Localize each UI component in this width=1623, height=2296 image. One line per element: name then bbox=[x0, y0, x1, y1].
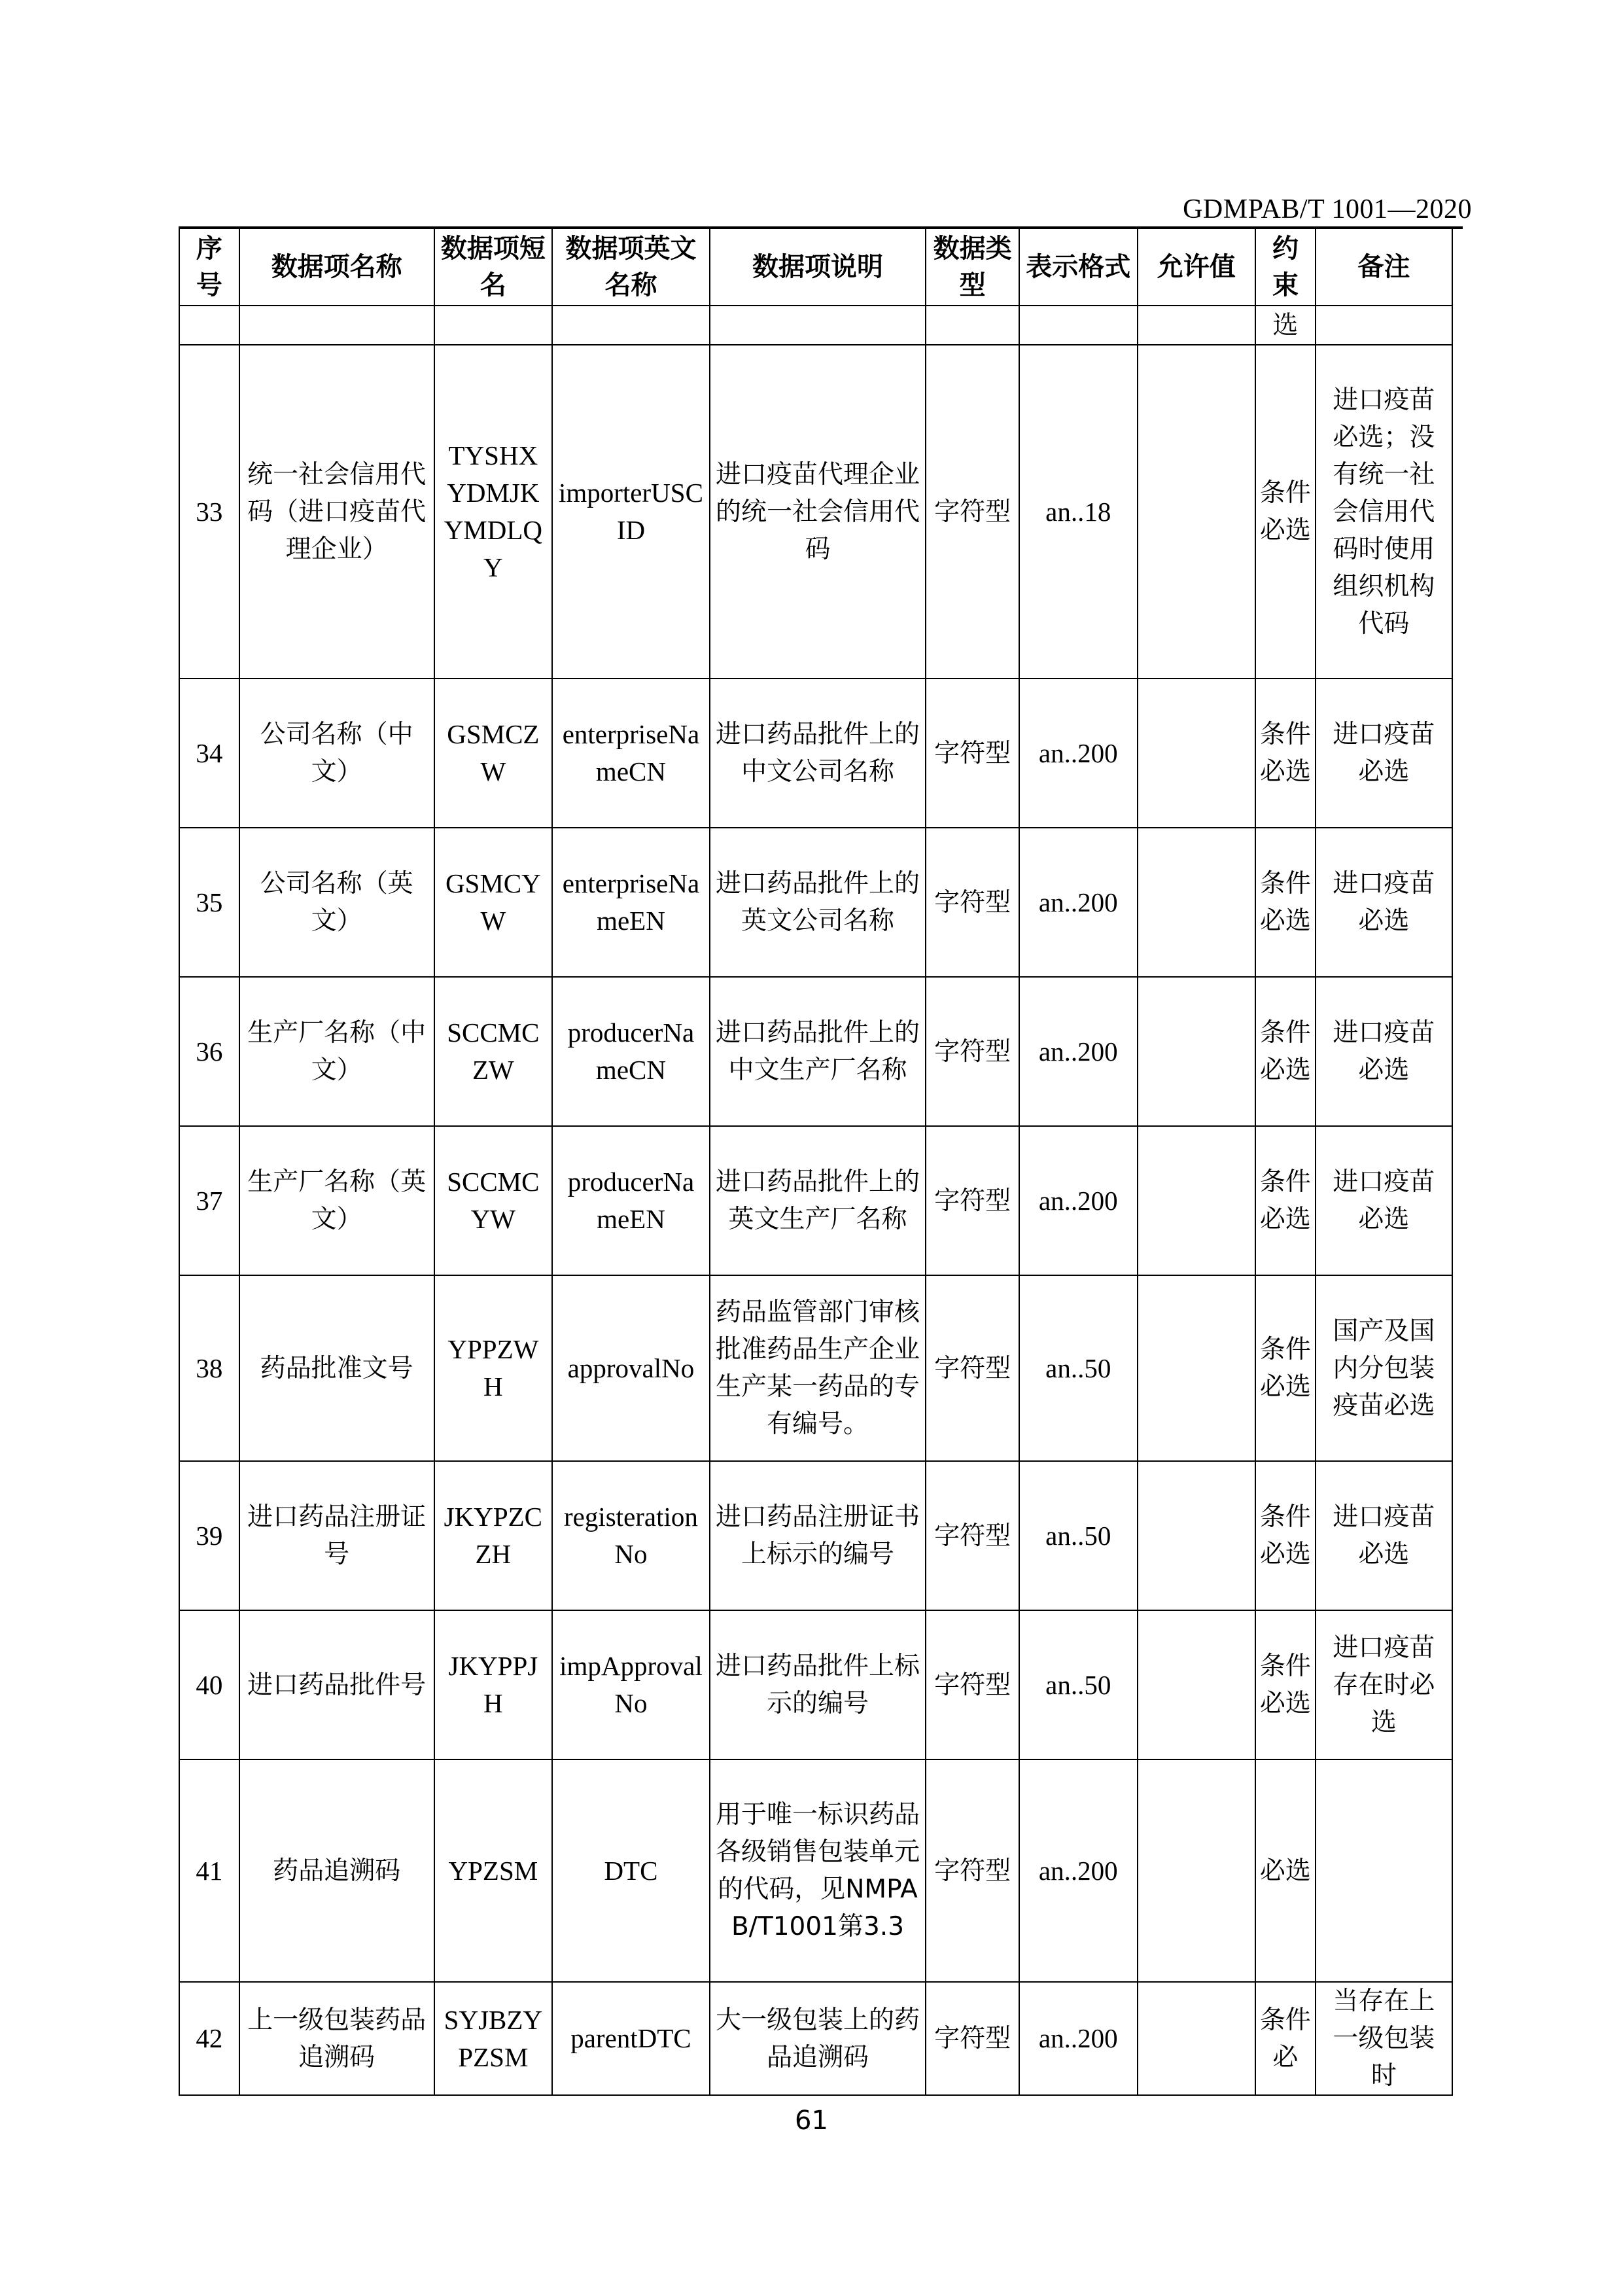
header-data-type: 数据类型 bbox=[926, 228, 1019, 306]
header-constraint: 约束 bbox=[1255, 228, 1316, 306]
cell-seq: 35 bbox=[179, 828, 239, 977]
cell-english-name: registerationNo bbox=[552, 1461, 710, 1610]
cell-short-name: TYSHXYDMJKYMDLQY bbox=[434, 345, 553, 679]
cell-format: an..200 bbox=[1019, 1759, 1138, 1982]
cell-allowed-values bbox=[1138, 828, 1256, 977]
cell-data-type: 字符型 bbox=[926, 828, 1019, 977]
header-allowed-values: 允许值 bbox=[1138, 228, 1256, 306]
standard-code: GDMPAB/T 1001—2020 bbox=[1183, 194, 1472, 224]
cell-allowed-values bbox=[1138, 1982, 1256, 2095]
cell-seq: 42 bbox=[179, 1982, 239, 2095]
cell-allowed-values bbox=[1138, 1126, 1256, 1275]
cell-remarks: 进口疫苗必选 bbox=[1316, 977, 1452, 1126]
cell bbox=[552, 306, 710, 345]
cell-short-name: GSMCYW bbox=[434, 828, 553, 977]
cell-english-name: producerNameCN bbox=[552, 977, 710, 1126]
page-number: 61 bbox=[795, 2106, 828, 2136]
table-row bbox=[179, 977, 1452, 1126]
cell-short-name: GSMCZW bbox=[434, 679, 553, 828]
header-english-name: 数据项英文名称 bbox=[552, 228, 710, 306]
cell-data-type: 字符型 bbox=[926, 1759, 1019, 1982]
cell-format: an..200 bbox=[1019, 977, 1138, 1126]
cell-english-name: impApprovalNo bbox=[552, 1610, 710, 1759]
cell-short-name: JKYPPJH bbox=[434, 1610, 553, 1759]
cell-short-name: SCCMCZW bbox=[434, 977, 553, 1126]
cell-short-name: YPZSM bbox=[434, 1759, 553, 1982]
cell-seq: 41 bbox=[179, 1759, 239, 1982]
cell-allowed-values bbox=[1138, 1461, 1256, 1610]
cell-constraint: 条件必选 bbox=[1255, 1461, 1316, 1610]
cell-format: an..18 bbox=[1019, 345, 1138, 679]
cell-description: 进口疫苗代理企业的统一社会信用代码 bbox=[710, 345, 926, 679]
header-remarks: 备注 bbox=[1316, 228, 1452, 306]
cell-remarks: 进口疫苗必选 bbox=[1316, 1126, 1452, 1275]
cell-short-name: SCCMCYW bbox=[434, 1126, 553, 1275]
cell-data-type: 字符型 bbox=[926, 1982, 1019, 2095]
cell-allowed-values bbox=[1138, 977, 1256, 1126]
cell-description: 进口药品批件上的中文公司名称 bbox=[710, 679, 926, 828]
cell-data-type: 字符型 bbox=[926, 1126, 1019, 1275]
header-description: 数据项说明 bbox=[710, 228, 926, 306]
cell-data-type: 字符型 bbox=[926, 977, 1019, 1126]
table-row bbox=[179, 1461, 1452, 1610]
cell-remarks: 进口疫苗必选 bbox=[1316, 1461, 1452, 1610]
cell-english-name: parentDTC bbox=[552, 1982, 710, 2095]
cell-item-name: 进口药品注册证号 bbox=[239, 1461, 434, 1610]
cell-description: 用于唯一标识药品各级销售包装单元的代码，见NMPAB/T1001第3.3 bbox=[710, 1759, 926, 1982]
cell-seq: 40 bbox=[179, 1610, 239, 1759]
cell-item-name: 生产厂名称（中文） bbox=[239, 977, 434, 1126]
cell-short-name: SYJBZYPZSM bbox=[434, 1982, 553, 2095]
header-item-name: 数据项名称 bbox=[239, 228, 434, 306]
cell-data-type: 字符型 bbox=[926, 1461, 1019, 1610]
cell bbox=[239, 306, 434, 345]
table-row bbox=[179, 1275, 1452, 1461]
cell-constraint: 条件必选 bbox=[1255, 828, 1316, 977]
cell-remarks bbox=[1316, 1759, 1452, 1982]
cell-constraint: 选 bbox=[1255, 306, 1316, 345]
cell-allowed-values bbox=[1138, 345, 1256, 679]
cell-data-type: 字符型 bbox=[926, 679, 1019, 828]
cell-constraint: 条件必选 bbox=[1255, 345, 1316, 679]
cell-format: an..200 bbox=[1019, 828, 1138, 977]
cell-constraint: 条件必选 bbox=[1255, 977, 1316, 1126]
cell-description: 进口药品批件上的中文生产厂名称 bbox=[710, 977, 926, 1126]
cell bbox=[1138, 306, 1256, 345]
cell-constraint: 必选 bbox=[1255, 1759, 1316, 1982]
cell-format: an..50 bbox=[1019, 1461, 1138, 1610]
cell-description: 药品监管部门审核批准药品生产企业生产某一药品的专有编号。 bbox=[710, 1275, 926, 1461]
cell-item-name: 公司名称（英文） bbox=[239, 828, 434, 977]
table-row bbox=[179, 1982, 1452, 2095]
cell bbox=[434, 306, 553, 345]
cell-format: an..50 bbox=[1019, 1610, 1138, 1759]
cell-format: an..200 bbox=[1019, 1982, 1138, 2095]
cell-constraint: 条件必选 bbox=[1255, 679, 1316, 828]
cell-item-name: 进口药品批件号 bbox=[239, 1610, 434, 1759]
cell-item-name: 统一社会信用代码（进口疫苗代理企业） bbox=[239, 345, 434, 679]
table-row bbox=[179, 345, 1452, 679]
cell-item-name: 公司名称（中文） bbox=[239, 679, 434, 828]
cell-description: 进口药品批件上标示的编号 bbox=[710, 1610, 926, 1759]
cell-english-name: approvalNo bbox=[552, 1275, 710, 1461]
cell-english-name: producerNameEN bbox=[552, 1126, 710, 1275]
header-format: 表示格式 bbox=[1019, 228, 1138, 306]
cell-description: 大一级包装上的药品追溯码 bbox=[710, 1982, 926, 2095]
cell-data-type: 字符型 bbox=[926, 1275, 1019, 1461]
cell-description: 进口药品注册证书上标示的编号 bbox=[710, 1461, 926, 1610]
table-header-row bbox=[179, 228, 1452, 306]
cell-item-name: 药品批准文号 bbox=[239, 1275, 434, 1461]
cell-remarks: 进口疫苗存在时必选 bbox=[1316, 1610, 1452, 1759]
cell-seq: 34 bbox=[179, 679, 239, 828]
cell-format: an..200 bbox=[1019, 679, 1138, 828]
table-row bbox=[179, 1126, 1452, 1275]
cell-data-type: 字符型 bbox=[926, 1610, 1019, 1759]
cell-constraint: 条件必 bbox=[1255, 1982, 1316, 2095]
table-row bbox=[179, 1610, 1452, 1759]
cell-english-name: DTC bbox=[552, 1759, 710, 1982]
cell-short-name: JKYPZCZH bbox=[434, 1461, 553, 1610]
cell-seq: 36 bbox=[179, 977, 239, 1126]
cell-item-name: 上一级包装药品追溯码 bbox=[239, 1982, 434, 2095]
cell bbox=[926, 306, 1019, 345]
cell-constraint: 条件必选 bbox=[1255, 1610, 1316, 1759]
cell bbox=[710, 306, 926, 345]
cell-item-name: 生产厂名称（英文） bbox=[239, 1126, 434, 1275]
cell-seq: 33 bbox=[179, 345, 239, 679]
cell-allowed-values bbox=[1138, 679, 1256, 828]
cell bbox=[179, 306, 239, 345]
header-seq: 序号 bbox=[179, 228, 239, 306]
cell-data-type: 字符型 bbox=[926, 345, 1019, 679]
cell-format: an..50 bbox=[1019, 1275, 1138, 1461]
cell-constraint: 条件必选 bbox=[1255, 1275, 1316, 1461]
cell-english-name: enterpriseNameCN bbox=[552, 679, 710, 828]
cell-allowed-values bbox=[1138, 1275, 1256, 1461]
cell-remarks: 当存在上一级包装时 bbox=[1316, 1982, 1452, 2095]
data-item-table bbox=[179, 228, 1453, 2096]
cell-allowed-values bbox=[1138, 1759, 1256, 1982]
cell-short-name: YPPZWH bbox=[434, 1275, 553, 1461]
cell-format: an..200 bbox=[1019, 1126, 1138, 1275]
table-row bbox=[179, 679, 1452, 828]
header-short-name: 数据项短名 bbox=[434, 228, 553, 306]
cell-remarks: 进口疫苗必选 bbox=[1316, 679, 1452, 828]
table-row bbox=[179, 828, 1452, 977]
cell-remarks: 进口疫苗必选；没有统一社会信用代码时使用组织机构代码 bbox=[1316, 345, 1452, 679]
cell-seq: 38 bbox=[179, 1275, 239, 1461]
cell-item-name: 药品追溯码 bbox=[239, 1759, 434, 1982]
cell-description: 进口药品批件上的英文生产厂名称 bbox=[710, 1126, 926, 1275]
cell-seq: 39 bbox=[179, 1461, 239, 1610]
cell-english-name: importerUSCID bbox=[552, 345, 710, 679]
table-row bbox=[179, 1759, 1452, 1982]
cell-seq: 37 bbox=[179, 1126, 239, 1275]
cell-constraint: 条件必选 bbox=[1255, 1126, 1316, 1275]
cell-english-name: enterpriseNameEN bbox=[552, 828, 710, 977]
cell-remarks: 进口疫苗必选 bbox=[1316, 828, 1452, 977]
table-row-continuation bbox=[179, 306, 1452, 345]
cell-allowed-values bbox=[1138, 1610, 1256, 1759]
cell-description: 进口药品批件上的英文公司名称 bbox=[710, 828, 926, 977]
cell bbox=[1019, 306, 1138, 345]
cell bbox=[1316, 306, 1452, 345]
cell-remarks: 国产及国内分包装疫苗必选 bbox=[1316, 1275, 1452, 1461]
